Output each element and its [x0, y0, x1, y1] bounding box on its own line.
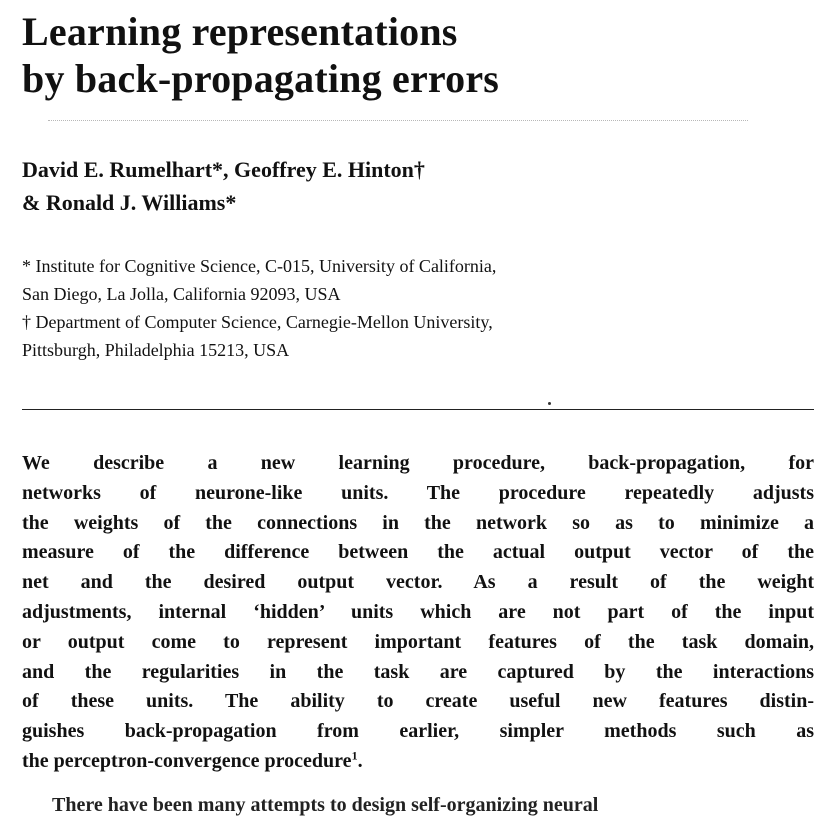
abstract-line: or output come to represent important features of the task domain, [22, 630, 814, 653]
abstract [22, 449, 814, 777]
abstract-line: measure of the difference between the actual output vector of the [22, 541, 814, 564]
title-line-1: Learning representations [22, 9, 458, 54]
affiliation-line-3: † Department of Computer Science, Carnegie-Mellon University, [22, 312, 493, 332]
affiliation-line-2: San Diego, La Jolla, California 92093, USA [22, 284, 341, 304]
affiliation-line-1: * Institute for Cognitive Science, C-015, University of California, [22, 256, 497, 276]
abstract-line: net and the desired output vector. As a result of the weight [22, 571, 814, 594]
author-list [22, 153, 425, 219]
next-paragraph-cutoff [22, 794, 802, 816]
abstract-line-text: the perceptron-convergence procedure [22, 749, 352, 772]
abstract-line: networks of neurone-like units. The procedure repeatedly adjusts [22, 481, 814, 504]
abstract-last-line [22, 747, 814, 777]
abstract-line: of these units. The ability to create useful new features distin- [22, 690, 814, 713]
footnote-ref[interactable]: 1 [351, 748, 358, 763]
paper-title [22, 8, 499, 102]
affiliation-line-4: Pittsburgh, Philadelphia 15213, USA [22, 340, 290, 360]
affiliations [22, 252, 496, 364]
section-divider [22, 409, 814, 410]
abstract-line: adjustments, internal ‘hidden’ units which are not part of the input [22, 600, 814, 623]
dotted-rule [48, 120, 748, 121]
abstract-line: We describe a new learning procedure, back-propagation, for [22, 452, 814, 474]
title-line-2: by back-propagating errors [22, 56, 500, 101]
abstract-final-punct: . [357, 749, 363, 772]
abstract-line: the weights of the connections in the network so as to minimize a [22, 511, 814, 534]
authors-line-1: David E. Rumelhart*, Geoffrey E. Hinton† [22, 157, 425, 182]
divider-speck [548, 402, 551, 405]
abstract-line: and the regularities in the task are captured by the interactions [22, 660, 814, 683]
authors-line-2: & Ronald J. Williams* [22, 190, 237, 215]
abstract-line: guishes back-propagation from earlier, simpler methods such as [22, 720, 814, 743]
cutoff-line: There have been many attempts to design self-organizing neural [52, 794, 599, 816]
